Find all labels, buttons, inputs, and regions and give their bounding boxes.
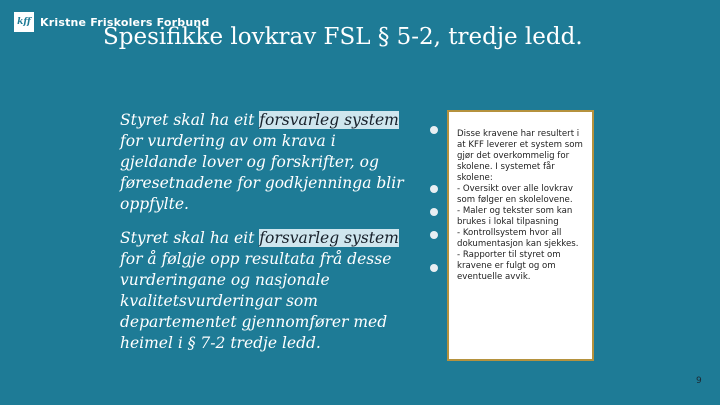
logo-mark: kff	[14, 12, 34, 32]
paragraph-2-pre: Styret skal ha eit	[120, 229, 260, 247]
bullet-dot-icon	[430, 208, 438, 216]
slide-title: Spesifikke lovkrav FSL § 5-2, tredje ledd.	[103, 24, 583, 50]
page-number: 9	[696, 376, 702, 386]
paragraph-1-pre: Styret skal ha eit	[120, 111, 260, 129]
bullet-dot-icon	[430, 126, 438, 134]
note-text: Disse kravene har resultert i at KFF leverer et system som gjør det overkommelig for skolene. I systemet får skolene: - Oversikt over alle lovkrav som følger en skolelovene. - Maler og tekster som kan brukes i lokal tilpasning - Kontrollsystem hvor all dokumentasjon kan sjekkes. - Rapporter til styret om kravene er fulgt og om eventuelle avvik.	[457, 129, 583, 282]
note-box	[447, 110, 594, 361]
paragraph-1-highlight: forsvarleg system	[259, 111, 399, 129]
logo-text: Kristne Friskolers Forbund	[40, 15, 210, 29]
paragraph-1	[120, 110, 410, 215]
bullet-dot-icon	[430, 231, 438, 239]
paragraph-2-highlight: forsvarleg system	[259, 229, 399, 247]
paragraph-2	[120, 228, 410, 354]
bullet-dot-icon	[430, 264, 438, 272]
paragraph-2-post: for å følgje opp resultata frå desse vurderingane og nasjonale kvalitetsvurderingar som departementet gjennomfører med heimel i § 7-2 tredje ledd.	[120, 250, 392, 352]
paragraph-1-post: for vurdering av om krava i gjeldande lover og forskrifter, og føresetnadene for godkjenninga blir oppfylte.	[120, 132, 404, 213]
bullet-dot-icon	[430, 185, 438, 193]
